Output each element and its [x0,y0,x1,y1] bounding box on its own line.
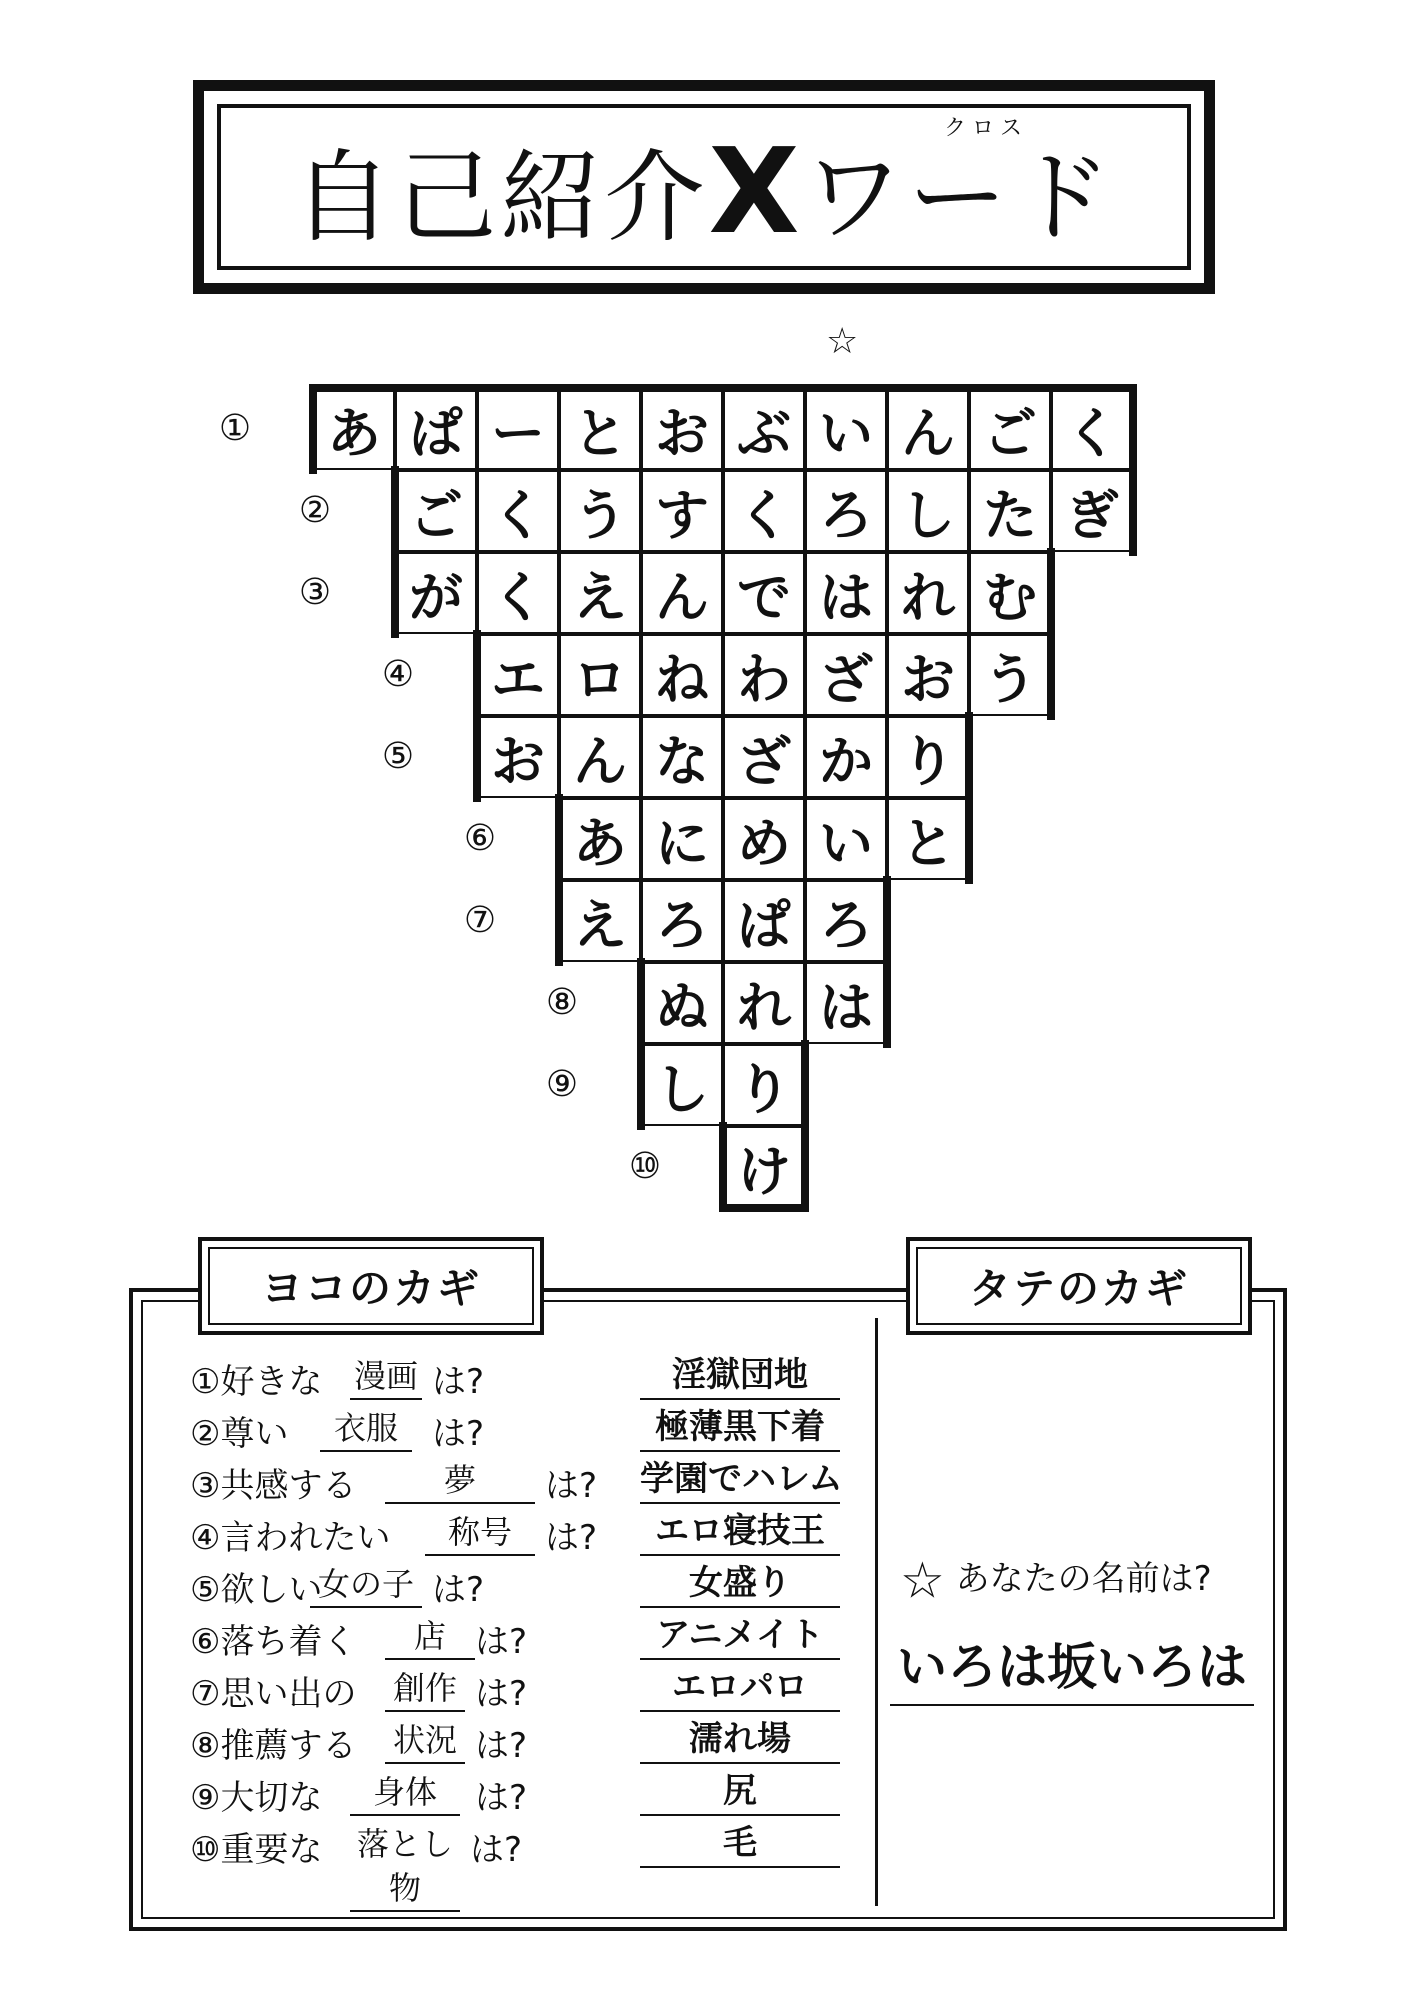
grid-cell: お [887,634,969,716]
grid-cell: ざ [723,716,805,798]
grid-cell: で [723,552,805,634]
grid-cell: あ [313,388,395,470]
yoko-heading-box [198,1237,544,1335]
grid-cell: ん [641,552,723,634]
grid-cell: ご [395,470,477,552]
grid-cell: は [805,962,887,1044]
grid-cell: お [477,716,559,798]
clue-suffix: は? [432,1570,485,1610]
clue-suffix: は? [432,1362,485,1402]
grid-cell: と [887,798,969,880]
grid-cell: と [559,388,641,470]
grid-cell: ぬ [641,962,723,1044]
row-number: ⑦ [463,900,497,941]
grid-cell: ろ [641,880,723,962]
tate-heading: タテのカギ [916,1247,1242,1325]
grid-cell: は [805,552,887,634]
grid-cell: か [805,716,887,798]
grid-cell: ぱ [723,880,805,962]
row-number: ④ [381,654,415,695]
grid-cell: く [723,470,805,552]
title-x: X [708,122,804,260]
row-number: ⑩ [628,1146,662,1187]
row-outline [391,548,1055,638]
star-marker: ☆ [826,321,859,362]
grid-cell: あ [559,798,641,880]
row-outline [637,958,891,1048]
clue-blank: 店 [385,1614,475,1660]
grid-cell: が [395,552,477,634]
row-number: ③ [298,572,332,613]
row-outline [473,712,973,802]
grid-cell: し [641,1044,723,1126]
star-question-text: あなたの名前は? [955,1559,1212,1599]
clue-blank: 状況 [385,1718,465,1764]
clue-suffix: は? [545,1518,598,1558]
row-number: ⑥ [463,818,497,859]
row-number: ⑤ [381,736,415,777]
clue-label: ⑤欲しい [190,1570,323,1610]
grid-cell: く [477,470,559,552]
row-outline [309,384,1137,474]
title-ruby: クロス [944,116,1029,141]
grid-cell: う [559,470,641,552]
clue-answer: エロ寝技王 [640,1508,840,1556]
clue-blank: 落とし物 [350,1822,460,1912]
grid-cell: わ [723,634,805,716]
row-outline [719,1122,809,1212]
tate-heading-box [906,1237,1252,1335]
row-outline [637,1040,809,1130]
row-number: ⑧ [545,982,579,1023]
grid-cell: エ [477,634,559,716]
star-icon: ☆ [900,1551,945,1610]
row-number: ⑨ [545,1064,579,1105]
clue-label: ⑨大切な [190,1778,323,1818]
grid-cell: け [723,1126,805,1208]
grid-cell: え [559,552,641,634]
grid-cell: り [887,716,969,798]
clue-label: ②尊い [190,1414,289,1454]
grid-cell: い [805,388,887,470]
row-outline [555,794,973,884]
grid-cell: く [477,552,559,634]
grid-cell: い [805,798,887,880]
grid-cell: に [641,798,723,880]
clue-suffix: は? [475,1622,528,1662]
clue-blank: 衣服 [320,1406,412,1452]
row-number: ① [218,408,252,449]
clue-suffix: は? [475,1778,528,1818]
clue-answer: 極薄黒下着 [640,1404,840,1452]
grid-cell: れ [723,962,805,1044]
grid-cell: ぶ [723,388,805,470]
name-answer: いろは坂いろは [890,1630,1254,1706]
grid-cell: ろ [805,880,887,962]
grid-cell: む [969,552,1051,634]
row-outline [473,630,1055,720]
clue-answer: 淫獄団地 [640,1352,840,1400]
clue-answer: エロパロ [640,1664,840,1712]
star-question [900,1551,1212,1610]
grid-cell: ん [559,716,641,798]
clue-blank: 夢 [385,1458,535,1504]
clue-label: ⑥落ち着く [190,1622,357,1662]
grid-cell: ぎ [1051,470,1133,552]
grid-cell: ご [969,388,1051,470]
title-main: 自己紹介 [292,139,709,256]
clue-label: ①好きな [190,1362,323,1402]
column-divider [875,1318,878,1906]
grid-cell: し [887,470,969,552]
clue-suffix: は? [475,1674,528,1714]
grid-cell: お [641,388,723,470]
title-tail: ワード [803,139,1116,256]
grid-cell: め [723,798,805,880]
grid-cell: ざ [805,634,887,716]
clue-blank: 女の子 [310,1562,422,1608]
clue-label: ③共感する [190,1466,357,1506]
clue-answer: 毛 [640,1820,840,1868]
row-number: ② [298,490,332,531]
grid-cell: く [1051,388,1133,470]
grid-cell: え [559,880,641,962]
grid-cell: ね [641,634,723,716]
yoko-heading: ヨコのカギ [208,1247,534,1325]
clue-label: ④言われたい [190,1518,391,1558]
clue-label: ⑩重要な [190,1830,323,1870]
clue-blank: 身体 [350,1770,460,1816]
grid-cell: ロ [559,634,641,716]
clue-suffix: は? [545,1466,598,1506]
clue-blank: 創作 [385,1666,465,1712]
grid-cell: れ [887,552,969,634]
clue-blank: 称号 [425,1510,535,1556]
grid-cell: た [969,470,1051,552]
grid-cell: ん [887,388,969,470]
clue-answer: 女盛り [640,1560,840,1608]
clue-suffix: は? [432,1414,485,1454]
grid-cell: う [969,634,1051,716]
clue-blank: 漫画 [350,1354,422,1400]
grid-cell: す [641,470,723,552]
clue-answer: アニメイト [640,1612,840,1660]
grid-cell: な [641,716,723,798]
clue-suffix: は? [470,1830,523,1870]
clue-label: ⑦思い出の [190,1674,357,1714]
grid-cell: ー [477,388,559,470]
clue-label: ⑧推薦する [190,1726,357,1766]
grid-cell: ぱ [395,388,477,470]
clue-answer: 尻 [640,1768,840,1816]
row-outline [391,466,1137,556]
grid-cell: ろ [805,470,887,552]
clue-suffix: は? [475,1726,528,1766]
clue-answer: 濡れ場 [640,1716,840,1764]
clue-answer: 学園でハレム [640,1456,840,1504]
grid-cell: り [723,1044,805,1126]
row-outline [555,876,891,966]
